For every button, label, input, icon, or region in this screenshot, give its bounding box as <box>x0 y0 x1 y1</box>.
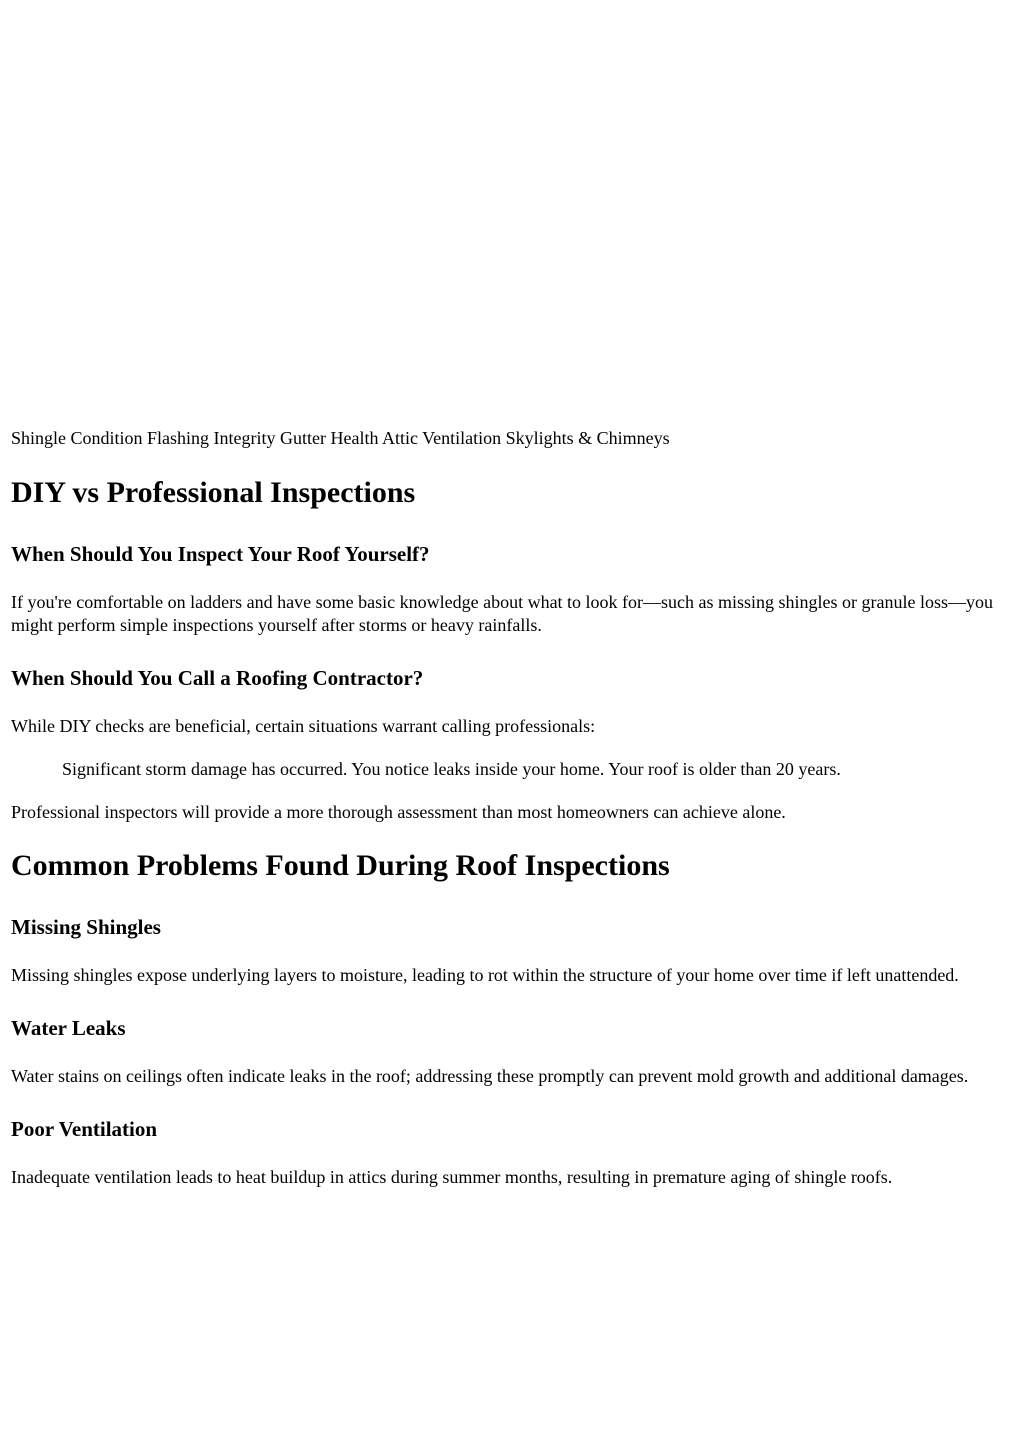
situation-item: You notice leaks inside your home. <box>351 759 605 779</box>
subheading-missing-shingles: Missing Shingles <box>11 915 161 939</box>
checklist-item: Skylights & Chimneys <box>505 428 670 448</box>
checklist-item: Flashing Integrity <box>147 428 276 448</box>
paragraph-contractor-intro: While DIY checks are beneficial, certain situations warrant calling professionals: <box>11 716 596 736</box>
paragraph-poor-ventilation: Inadequate ventilation leads to heat buildup in attics during summer months, resulting in premature aging of shingle roofs. <box>11 1167 893 1187</box>
checklist-item: Shingle Condition <box>11 428 143 448</box>
section-heading-common-problems: Common Problems Found During Roof Inspections <box>11 849 670 882</box>
subheading-call-contractor: When Should You Call a Roofing Contractor? <box>11 666 424 690</box>
situations-list <box>62 758 1011 781</box>
subheading-water-leaks: Water Leaks <box>11 1016 126 1040</box>
article-content <box>11 425 1011 1189</box>
paragraph-water-leaks: Water stains on ceilings often indicate leaks in the roof; addressing these promptly can prevent mold growth and additional damages. <box>11 1066 969 1086</box>
checklist-item: Gutter Health <box>280 428 379 448</box>
checklist-item: Attic Ventilation <box>382 428 502 448</box>
paragraph-inspect-yourself: If you're comfortable on ladders and have some basic knowledge about what to look for—such as missing shingles or granule loss—you might perform simple inspections yourself after storms or heavy rainfalls. <box>11 592 994 635</box>
subheading-inspect-yourself: When Should You Inspect Your Roof Yourself? <box>11 542 430 566</box>
section-heading-diy-vs-professional: DIY vs Professional Inspections <box>11 476 416 509</box>
subheading-poor-ventilation: Poor Ventilation <box>11 1117 158 1141</box>
paragraph-contractor-closing: Professional inspectors will provide a more thorough assessment than most homeowners can achieve alone. <box>11 802 786 822</box>
paragraph-missing-shingles: Missing shingles expose underlying layers to moisture, leading to rot within the structure of your home over time if left unattended. <box>11 965 959 985</box>
situation-item: Significant storm damage has occurred. <box>62 759 348 779</box>
situation-item: Your roof is older than 20 years. <box>608 759 841 779</box>
inspection-checklist <box>11 425 1011 451</box>
